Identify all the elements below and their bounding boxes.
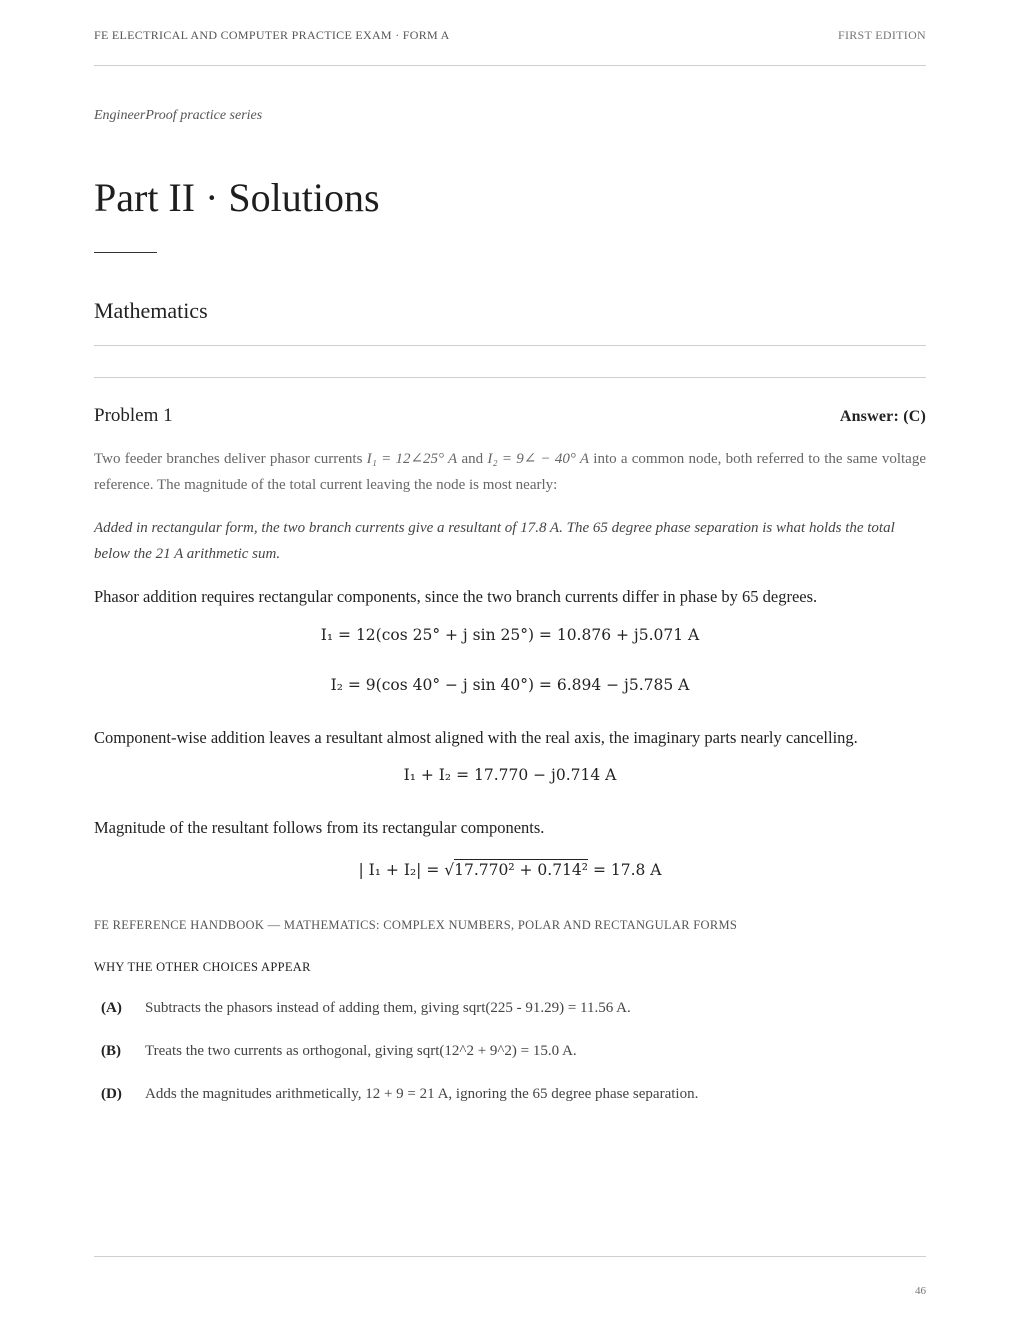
answer-value: (C) (903, 408, 926, 425)
problem-header (94, 405, 926, 427)
choice-explanation: Subtracts the phasors instead of adding them, giving sqrt(225 - 91.29) = 11.56 A. (145, 1000, 631, 1016)
handbook-reference: FE REFERENCE HANDBOOK — MATHEMATICS: COMPLEX NUMBERS, POLAR AND RECTANGULAR FORMS (94, 918, 738, 932)
distractor-item (94, 1000, 926, 1017)
solution-summary: Added in rectangular form, the two branch currents give a resultant of 17.8 A. The 65 degree phase separation is what holds the total below the 21 A arithmetic sum. (94, 520, 895, 562)
section-title: Mathematics (94, 298, 208, 323)
problem-rule (94, 377, 926, 378)
solution-step-2: Component-wise addition leaves a resultant almost aligned with the real axis, the imaginary parts nearly cancelling. (94, 728, 858, 747)
part-title: Part II · Solutions (94, 175, 380, 220)
answer-key (840, 408, 926, 426)
equation-sum: I₁ + I₂ = 17.770 − j0.714 A (403, 766, 617, 784)
magnitude-result: = 17.8 A (592, 861, 662, 879)
problem-prompt (94, 446, 926, 498)
page (94, 0, 926, 1320)
equation-magnitude (94, 861, 926, 879)
exam-title: FE ELECTRICAL AND COMPUTER PRACTICE EXAM · FORM A (94, 28, 450, 42)
edition-label: FIRST EDITION (837, 28, 926, 42)
series-label: EngineerProof practice series (94, 108, 263, 123)
prompt-text-and: and (461, 451, 484, 467)
prompt-math-i1: I₁ = 12∠25° A (366, 451, 458, 467)
header-rule (94, 65, 926, 66)
running-header (94, 28, 926, 43)
distractor-heading: WHY THE OTHER CHOICES APPEAR (94, 960, 311, 974)
choice-explanation: Treats the two currents as orthogonal, giving sqrt(12^2 + 9^2) = 15.0 A. (145, 1043, 577, 1059)
distractor-item (94, 1043, 926, 1060)
section-rule (94, 345, 926, 346)
solution-step-1: Phasor addition requires rectangular components, since the two branch currents differ in phase by 65 degrees. (94, 587, 818, 606)
solution-step-3: Magnitude of the resultant follows from its rectangular components. (94, 818, 545, 837)
magnitude-left: | I₁ + I₂| = √ (358, 861, 455, 879)
prompt-text-end: into a common node, both referred to the same voltage reference. The magnitude of the total current leaving the node is most nearly: (94, 451, 926, 493)
prompt-math-i2: I₂ = 9∠ − 40° A (487, 451, 590, 467)
distractor-item (94, 1086, 926, 1103)
prompt-text-start: Two feeder branches deliver phasor currents (94, 451, 363, 467)
problem-title: Problem 1 (94, 405, 173, 426)
magnitude-radicand: 17.770² + 0.714² (454, 861, 588, 879)
choice-letter: (B) (101, 1043, 121, 1059)
answer-label: Answer: (839, 408, 899, 425)
footer-rule (94, 1256, 926, 1257)
choice-explanation: Adds the magnitudes arithmetically, 12 + 9 = 21 A, ignoring the 65 degree phase separation. (145, 1086, 699, 1102)
page-number: 46 (915, 1285, 926, 1297)
choice-letter: (D) (101, 1086, 122, 1102)
equation-i2: I₂ = 9(cos 40° − j sin 40°) = 6.894 − j5.785 A (330, 676, 690, 694)
equation-i1: I₁ = 12(cos 25° + j sin 25°) = 10.876 + j5.071 A (320, 626, 700, 644)
title-underline (94, 252, 157, 253)
choice-letter: (A) (101, 1000, 122, 1016)
